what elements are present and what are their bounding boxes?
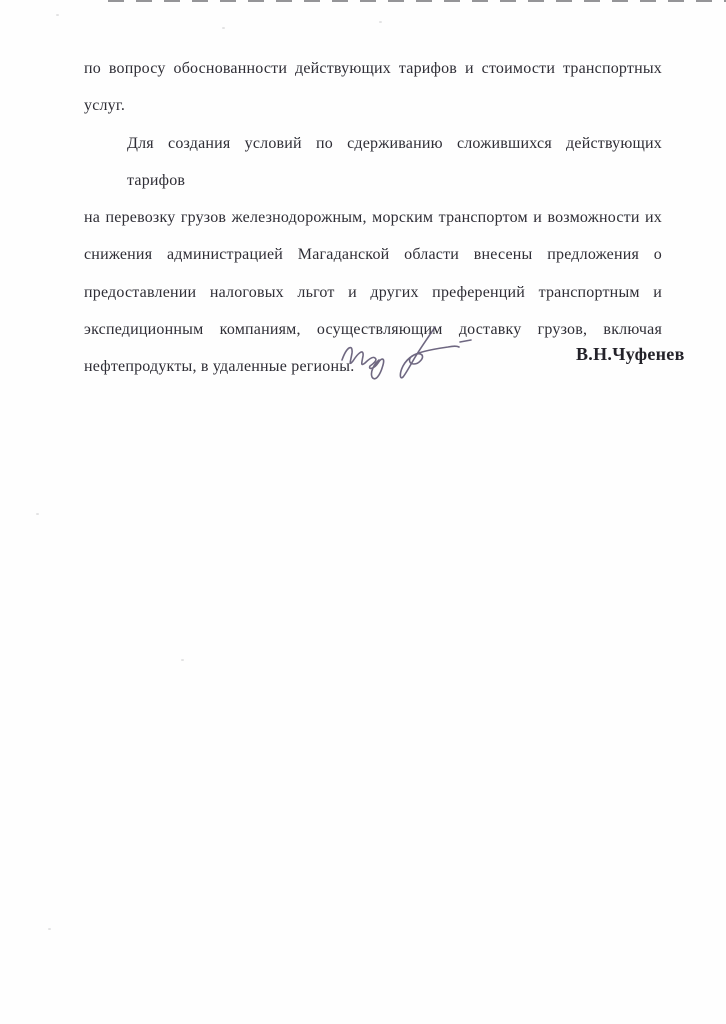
handwritten-signature — [322, 314, 472, 392]
scan-speck — [379, 21, 382, 23]
scan-speck — [48, 928, 51, 930]
body-line-7: экспедиционным компаниям, осуществляющим доставку грузов, включая — [84, 321, 662, 339]
body-line-1: по вопросу обоснованности действующих тарифов и стоимости транспортных — [84, 60, 662, 77]
body-line-4: на перевозку грузов железнодорожным, морским транспортом и возможности их — [84, 209, 662, 227]
body-line-5: снижения администрацией Магаданской области внесены предложения о — [84, 246, 662, 264]
scan-speck — [181, 659, 184, 661]
body-line-8: нефтепродукты, в удаленные регионы. — [84, 358, 355, 376]
scan-speck — [56, 14, 59, 16]
scan-artifact-top-edge — [108, 0, 726, 2]
body-line-6: предоставлении налоговых льгот и других преференций транспортным и — [84, 283, 662, 301]
body-line-2: услуг. — [84, 97, 126, 115]
scan-speck — [36, 513, 39, 515]
body-line-3: Для создания условий по сдерживанию сложившихся действующих тарифов — [127, 134, 662, 189]
scan-speck — [222, 27, 225, 29]
signatory-name: В.Н.Чуфенев — [576, 344, 685, 364]
